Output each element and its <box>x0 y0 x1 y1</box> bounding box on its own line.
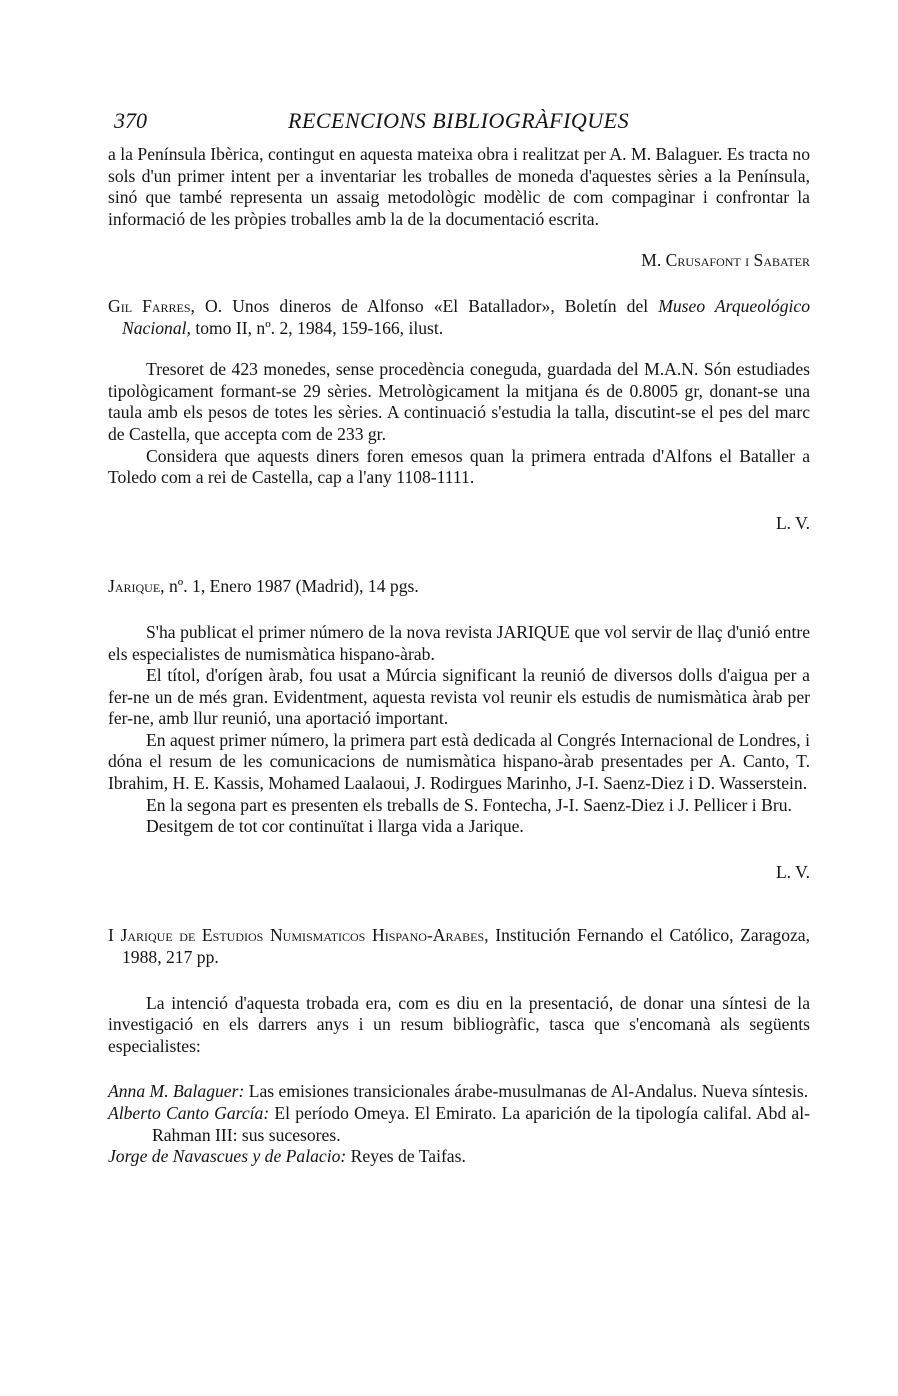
work-author: Alberto Canto García: <box>108 1103 270 1123</box>
review4-details: Institución Fernando el Católico, Zaragoza, 1988, 217 pp. <box>122 925 811 968</box>
review3-reference <box>108 576 810 598</box>
review2-signature: L. V. <box>775 512 810 533</box>
review3-paragraph-3: En aquest primer número, la primera part està dedicada al Congrés Internacional de Londres, i dóna el resum de les comunicacions de numismàtica hispano-àrab presentades per A. Canto, T. Ibrahim, H. E. Kassis, Mohamed Laalaoui, J. Rodirgues Marinho, J-I. Saenz-Diez i D. Wasserstein. <box>108 729 810 794</box>
work-title: Reyes de Taifas. <box>350 1146 466 1167</box>
review4-work-2 <box>108 1103 810 1146</box>
review1-signature: M. Crusafont i Sabater <box>641 250 810 271</box>
work-author: Anna M. Balaguer: <box>108 1081 245 1102</box>
review4-work-3 <box>108 1146 810 1168</box>
review4-reference <box>108 925 810 968</box>
review3-paragraph-5: Desitgem de tot cor continuïtat i llarga vida a Jarique. <box>146 816 524 837</box>
review4-work-1 <box>108 1081 810 1103</box>
review4-title: I Jarique de Estudios Numismaticos Hispano-Arabes, <box>108 925 489 946</box>
running-title: RECENCIONS BIBLIOGRÀFIQUES <box>288 108 630 133</box>
review2-author: Gil Farres, O. <box>108 295 223 316</box>
review2-title: Unos dineros de Alfonso «El Batallador», Boletín del <box>232 295 649 316</box>
work-author: Jorge de Navascues y de Palacio: <box>108 1146 347 1167</box>
work-title: El período Omeya. El Emirato. La aparición de la tipología califal. Abd al-Rahman III: sus sucesores. <box>152 1103 810 1145</box>
review2-paragraph-2: Considera que aquests diners foren emesos quan la primera entrada d'Alfons el Bataller a Toledo com a rei de Castella, cap a l'any 1108-1111. <box>108 445 810 488</box>
review3-title: Jarique, <box>108 576 165 597</box>
review3-details: nº. 1, Enero 1987 (Madrid), 14 pgs. <box>168 576 419 597</box>
page-number: 370 <box>114 108 147 133</box>
page-header <box>108 108 810 144</box>
review2-journal: Museo Arqueológico Nacional, <box>122 295 811 338</box>
review4-paragraph: La intenció d'aquesta trobada era, com es diu en la presentació, de donar una síntesi de la investigació en els darrers anys i un resum bibliogràfic, tasca que s'encomanà als següents especialistes: <box>108 992 810 1056</box>
work-title: Las emisiones transicionales árabe-musulmanas de Al-Andalus. Nueva síntesis. <box>248 1081 809 1102</box>
review3-signature: L. V. <box>775 861 810 882</box>
review3-paragraph-2: El títol, d'orígen àrab, fou usat a Múrcia significant la reunió de diversos dolls d'aigua per a fer-ne un de més gran. Evidentment, aquesta revista vol reunir els estudis de numismàtica àrab per fer-ne, amb llur reunió, una aportació important. <box>108 665 810 729</box>
review2-reference <box>108 296 810 339</box>
review3-paragraph-4: En la segona part es presenten els treballs de S. Fontecha, J-I. Saenz-Diez i J. Pellicer i Bru. <box>146 794 792 815</box>
review2-paragraph-1: Tresoret de 423 monedes, sense procedència coneguda, guardada del M.A.N. Són estudiades tipològicament formant-se 29 sèries. Metrològicament la mitjana és de 0.8005 gr, donant-se una taula amb els pesos de totes les sèries. A continuació s'estudia la talla, discutint-se el pes del marc de Castella, que accepta com de 233 gr. <box>108 359 810 444</box>
review2-details: tomo II, nº. 2, 1984, 159-166, ilust. <box>195 317 444 338</box>
review3-paragraph-1: S'ha publicat el primer número de la nova revista JARIQUE que vol servir de llaç d'unió entre els especialistes de numismàtica hispano-àrab. <box>108 621 810 664</box>
review1-paragraph: a la Península Ibèrica, contingut en aquesta mateixa obra i realitzat per A. M. Balaguer. Es tracta no sols d'un primer intent per a inventariar les troballes de moneda d'aquestes sèries a la Península, sinó que també representa un assaig metodològic modèlic de com compaginar i confrontar la informació de les pròpies troballes amb la de la documentació escrita. <box>108 144 810 229</box>
